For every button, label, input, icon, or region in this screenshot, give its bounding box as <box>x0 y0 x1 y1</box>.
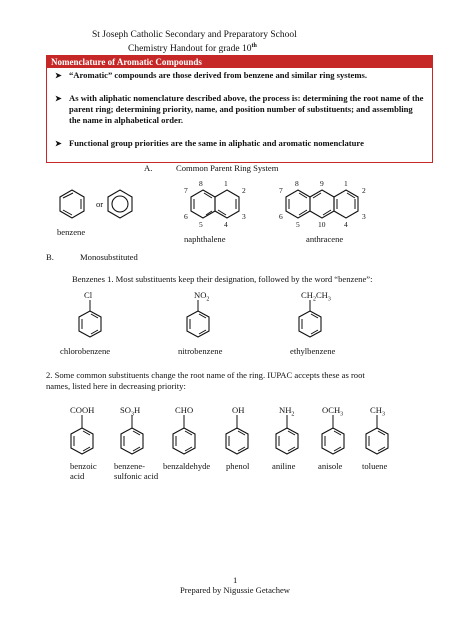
substituent-ch2ch3: $CH_2CH_3$ <box>301 290 331 303</box>
rule-2-text-line2: names, listed here in decreasing priority: <box>46 381 186 391</box>
substituent-cl: Cl <box>84 290 93 300</box>
anth-num: 7 <box>279 186 283 195</box>
substituent-no2: $NO_2$ <box>194 290 210 303</box>
anth-num: 4 <box>344 220 348 229</box>
arrow-bullet-icon: ➤ <box>55 94 62 103</box>
naph-num: 1 <box>224 179 228 188</box>
name-toluene: toluene <box>362 461 388 471</box>
substituent-oh: OH <box>232 405 245 415</box>
naph-num: 2 <box>242 186 246 195</box>
aniline-structure <box>276 415 298 454</box>
page-number: 1 <box>233 575 238 585</box>
anth-num: 3 <box>362 212 366 221</box>
section-a-letter: A. <box>144 163 153 173</box>
phenol-structure <box>226 415 248 454</box>
name-benzoic: benzoic <box>70 461 97 471</box>
arrow-bullet-icon: ➤ <box>55 139 62 148</box>
naph-num: 8 <box>199 179 203 188</box>
benzaldehyde-structure <box>173 415 195 454</box>
benzenesulfonic-acid-structure <box>121 415 143 454</box>
section-b-title: Monosubstituted <box>80 252 138 262</box>
substituent-och3: $OCH_3$ <box>322 405 344 418</box>
name-aniline: aniline <box>272 461 296 471</box>
substituent-nh2: $NH_2$ <box>279 405 295 418</box>
naph-num: 5 <box>199 220 203 229</box>
benzene-kekule-structure <box>60 190 84 218</box>
name-anisole: anisole <box>318 461 343 471</box>
anth-num: 8 <box>295 179 299 188</box>
bullet-1-text: “Aromatic” compounds are those derived from benzene and similar ring systems. <box>69 70 367 80</box>
naphthalene-label: naphthalene <box>184 234 226 244</box>
substituent-ch3: $CH_3$ <box>370 405 385 418</box>
anth-num: 10 <box>318 220 326 229</box>
anth-num: 9 <box>320 179 324 188</box>
benzene-label: benzene <box>57 227 86 237</box>
handout-title-text: Chemistry Handout for grade 10 <box>128 44 252 55</box>
bullet-3-text: Functional group priorities are the same in aliphatic and aromatic nomenclature <box>69 138 364 148</box>
name-phenol: phenol <box>226 461 250 471</box>
anth-num: 1 <box>344 179 348 188</box>
benzoic-acid-structure <box>71 415 93 454</box>
chlorobenzene-structure <box>79 300 101 337</box>
anthracene-label: anthracene <box>306 234 344 244</box>
anth-num: 2 <box>362 186 366 195</box>
name-benzoic-2: acid <box>70 471 85 481</box>
anisole-structure <box>322 415 344 454</box>
school-name: St Joseph Catholic Secondary and Preparatory School <box>92 30 297 40</box>
name-benzenesulfonic: benzene- <box>114 461 146 471</box>
naph-num: 4 <box>224 220 228 229</box>
arrow-bullet-icon: ➤ <box>55 71 62 80</box>
naphthalene-structure <box>191 190 239 218</box>
box-title: Nomenclature of Aromatic Compounds <box>47 56 432 68</box>
section-a-title: Common Parent Ring System <box>176 163 279 173</box>
handout-title-sup: th <box>251 43 257 49</box>
naph-num: 7 <box>184 186 188 195</box>
bullet-2-text: As with aliphatic nomenclature described above, the process is: determining the root name of the parent ring; determining priority, name, and position number of substituents; and assembling the name in alphabetical order. <box>69 93 424 125</box>
name-benzaldehyde: benzaldehyde <box>163 461 211 471</box>
naph-num: 3 <box>242 212 246 221</box>
substituent-cooh: COOH <box>70 405 95 415</box>
substituent-so3h: $SO_3H$ <box>120 405 141 418</box>
substituent-cho: CHO <box>175 405 194 415</box>
rule-2-text-line1: 2. Some common substituents change the root name of the ring. IUPAC accepts these as root <box>46 370 365 380</box>
naph-num: 6 <box>184 212 188 221</box>
name-benzenesulfonic-2: sulfonic acid <box>114 471 159 481</box>
name-nitrobenzene: nitrobenzene <box>178 346 223 356</box>
anth-num: 6 <box>279 212 283 221</box>
toluene-structure <box>366 415 388 454</box>
anth-num: 5 <box>296 220 300 229</box>
footer-author: Prepared by Nigussie Getachew <box>180 585 291 595</box>
rule-1-text: Benzenes 1. Most substituents keep their designation, followed by the word “benzene”: <box>72 274 373 284</box>
anthracene-structure <box>286 190 358 218</box>
or-label: or <box>96 199 104 209</box>
benzene-circle-structure <box>108 190 132 218</box>
name-ethylbenzene: ethylbenzene <box>290 346 336 356</box>
name-chlorobenzene: chlorobenzene <box>60 346 111 356</box>
section-b-letter: B. <box>46 252 54 262</box>
